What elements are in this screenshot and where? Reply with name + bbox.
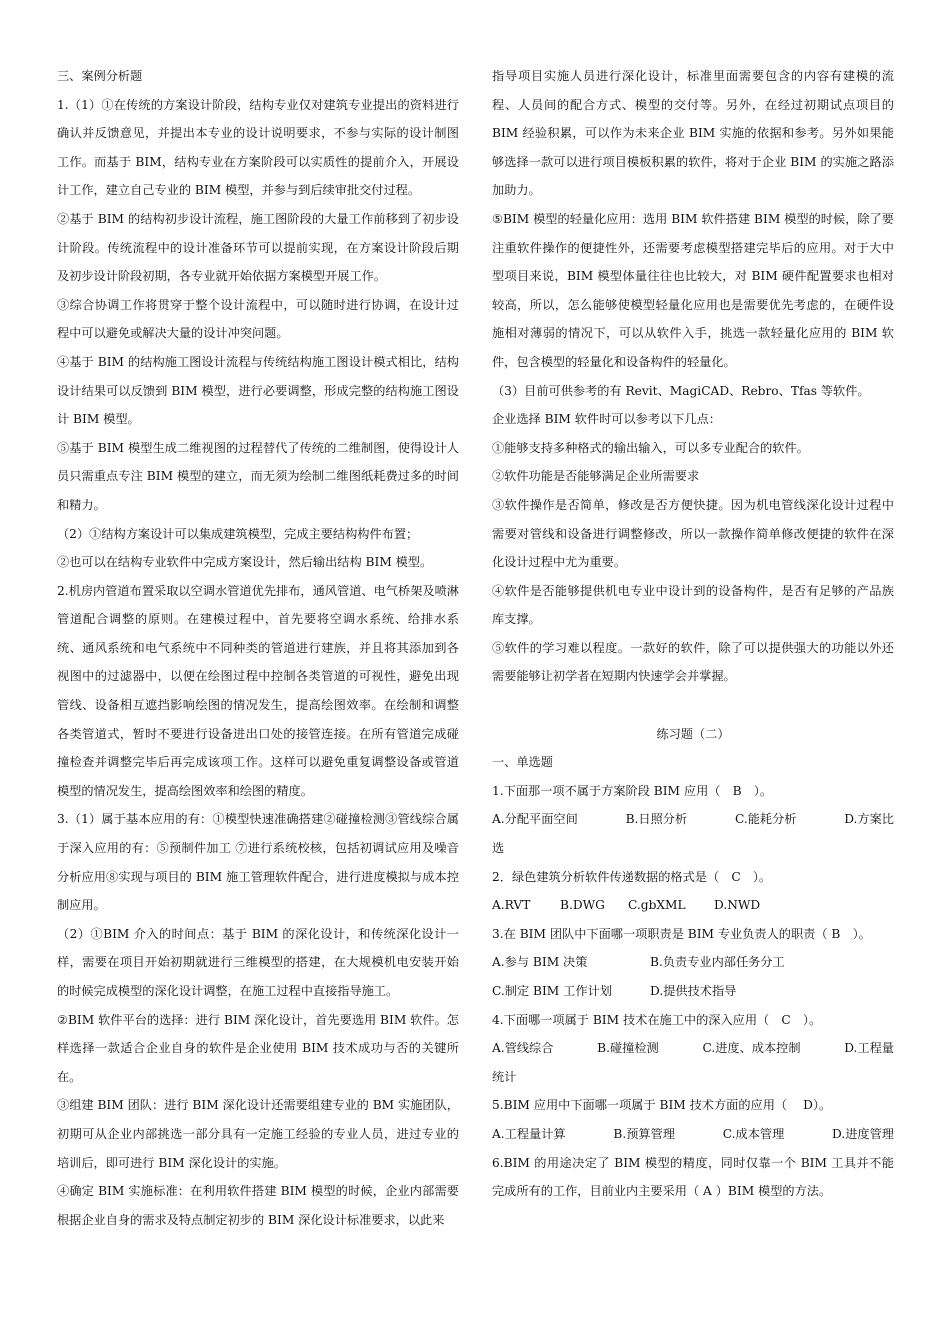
question-4: 4.下面哪一项属于 BIM 技术在施工中的深入应用（ C ）。	[492, 1012, 822, 1027]
paragraph: 指导项目实施人员进行深化设计，标准里面需要包含的内容有建模的流程、人员间的配合方式、模型的交付等。另外，在经过初期试点项目的 BIM 经验积累，可以作为未来企业 BIM 实施的依据和参考。另外如果能够选择一款可以进行项目模板积累的软件，将对于企业 BIM 的实施之路添加助力。	[492, 69, 894, 198]
option: C.成本管理	[722, 1126, 785, 1141]
paragraph: 2.机房内管道布置采取以空调水管道优先排布，通风管道、电气桥架及喷淋管道配合调整的原则。在建模过程中，首先要将空调水系统、给排水系统、通风系统和电气系统中不同种类的管道进行建族，并且将其添加到各视图中的过滤器中，以便在绘图过程中控制各类管道的可视性，避免出现管线、设备相互遮挡影响绘图的情况发生，提高绘图效率。在绘制和调整各类管道式，暂时不要进行设备进出口处的接管连接。在所有管道完成碰撞检查并调整完毕后再完成该项工作。这样可以避免重复调整设备或管道模型的情况发生，提高绘图效率和绘图的精度。	[57, 583, 459, 798]
question-3-options-row-2	[492, 977, 894, 1006]
option: C.gbXML	[628, 898, 686, 913]
paragraph: 3.（1）属于基本应用的有：①模型快速准确搭建②碰撞检测③管线综合属于深入应用的有：⑤预制件加工 ⑦进行系统校核，包括初调试应用及噪音分析应用⑧实现与项目的 BIM 施工管理软件配合，进行进度模拟与成本控制应用。	[57, 812, 459, 913]
option: B.负责专业内部任务分工	[650, 955, 785, 970]
paragraph: ②BIM 软件平台的选择：进行 BIM 深化设计，首先要选用 BIM 软件。怎样选择一款适合企业自身的软件是企业使用 BIM 技术成功与否的关键所在。	[57, 1012, 459, 1084]
question-4-options	[492, 1034, 894, 1063]
option-wrap: 统计	[492, 1069, 517, 1084]
paragraph: 1.（1）①在传统的方案设计阶段，结构专业仅对建筑专业提出的资料进行确认并反馈意见，并提出本专业的设计说明要求，不参与实际的设计制图工作。而基于 BIM，结构专业在方案阶段可以实质性的提前介入，开展设计工作，建立自己专业的 BIM 模型，并参与到后续审批交付过程。	[57, 97, 459, 198]
paragraph: ④确定 BIM 实施标准：在利用软件搭建 BIM 模型的时候，企业内部需要根据企业自身的需求及特点制定初步的 BIM 深化设计标准要求，以此来	[57, 1184, 459, 1227]
option: C.进度、成本控制	[702, 1041, 801, 1056]
option: A.工程量计算	[492, 1126, 566, 1141]
option: A.分配平面空间	[492, 812, 578, 827]
question-2: 2．绿色建筑分析软件传递数据的格式是（ C ）。	[492, 869, 772, 884]
question-6: 6.BIM 的用途决定了 BIM 模型的精度，同时仅靠一个 BIM 工具并不能完成所有的工作，目前业内主要采用（ A ）BIM 模型的方法。	[492, 1155, 894, 1199]
option: B.预算管理	[613, 1126, 675, 1141]
paragraph: ③组建 BIM 团队：进行 BIM 深化设计还需要组建专业的 BM 实施团队，初期可从企业内部挑选一部分具有一定施工经验的专业人员，进过专业的培训后，即可进行 BIM 深化设计的实施。	[57, 1098, 459, 1170]
option: D.进度管理	[832, 1126, 894, 1141]
section-heading-case-analysis: 三、案例分析题	[57, 69, 143, 83]
option: C.能耗分析	[734, 812, 797, 827]
paragraph: ⑤软件的学习难以程度。一款好的软件，除了可以提供强大的功能以外还需要能够让初学者在短期内快速学会并掌握。	[492, 640, 894, 684]
option: B.碰撞检测	[597, 1041, 659, 1056]
option-wrap: 选	[492, 841, 505, 856]
paragraph: （2）①BIM 介入的时间点：基于 BIM 的深化设计，和传统深化设计一样，需要在项目开始初期就进行三维模型的搭建，在大规模机电安装开始的时候完成模型的深化设计调整，在施工过程中直接指导施工。	[57, 926, 459, 998]
right-column	[492, 62, 894, 1206]
left-column	[57, 62, 459, 1234]
section-heading-single-choice: 一、单选题	[492, 755, 553, 770]
practice-title: 练习题（二）	[656, 726, 730, 741]
paragraph: ⑤基于 BIM 模型生成二维视图的过程替代了传统的二维制图，使得设计人员只需重点专注 BIM 模型的建立，而无须为绘制二维图纸耗费过多的时间和精力。	[57, 440, 459, 512]
paragraph: ④软件是否能够提供机电专业中设计到的设备构件，是否有足够的产品族库支撑。	[492, 583, 894, 627]
option: D.方案比	[844, 812, 894, 827]
paragraph: ⑤BIM 模型的轻量化应用：选用 BIM 软件搭建 BIM 模型的时候，除了要注重软件操作的便捷性外，还需要考虑模型搭建完毕后的应用。对于大中型项目来说，BIM 模型体量往往也比较大，对 BIM 硬件配置要求也相对较高，所以，怎么能够使模型轻量化应用也是需要优先考虑的，在硬件设施相对薄弱的情况下，可以从软件入手，挑选一款轻量化应用的 BIM 软件，包含模型的轻量化和设备构件的轻量化。	[492, 211, 894, 369]
question-3-options-row-1	[492, 948, 894, 977]
option: B.日照分析	[625, 812, 688, 827]
paragraph: ②也可以在结构专业软件中完成方案设计，然后输出结构 BIM 模型。	[57, 555, 433, 570]
option: A.管线综合	[492, 1041, 554, 1056]
question-5: 5.BIM 应用中下面哪一项属于 BIM 技术方面的应用（ D）。	[492, 1098, 832, 1113]
option: B.DWG	[560, 898, 605, 913]
question-2-options	[492, 891, 894, 920]
paragraph: ①能够支持多种格式的输出输入，可以多专业配合的软件。	[492, 440, 809, 455]
paragraph: （2）①结构方案设计可以集成建筑模型，完成主要结构构件布置；	[57, 526, 419, 541]
option: A.参与 BIM 决策	[492, 955, 588, 970]
question-5-options	[492, 1120, 894, 1149]
paragraph: ②软件功能是否能够满足企业所需要求	[492, 469, 700, 484]
paragraph: （3）目前可供参考的有 Revit、MagiCAD、Rebro、Tfas 等软件。	[492, 383, 870, 398]
option: D.提供技术指导	[650, 984, 737, 998]
blank-line	[492, 691, 894, 720]
question-3: 3.在 BIM 团队中下面哪一项职责是 BIM 专业负责人的职责（ B ）。	[492, 926, 871, 941]
option: A.RVT	[492, 898, 531, 913]
question-1: 1.下面那一项不属于方案阶段 BIM 应用（ B ）。	[492, 783, 773, 798]
option: D.工程量	[844, 1041, 894, 1056]
option: D.NWD	[714, 898, 761, 913]
paragraph: ③综合协调工作将贯穿于整个设计流程中，可以随时进行协调，在设计过程中可以避免或解决大量的设计冲突问题。	[57, 297, 459, 341]
paragraph: ④基于 BIM 的结构施工图设计流程与传统结构施工图设计模式相比，结构设计结果可以反馈到 BIM 模型，进行必要调整，形成完整的结构施工图设计 BIM 模型。	[57, 354, 459, 427]
paragraph: 企业选择 BIM 软件时可以参考以下几点：	[492, 412, 721, 427]
question-1-options	[492, 805, 894, 834]
paragraph: ②基于 BIM 的结构初步设计流程，施工图阶段的大量工作前移到了初步设计阶段。传统流程中的设计准备环节可以提前实现，在方案设计阶段后期及初步设计阶段初期，各专业就开始依据方案模型开展工作。	[57, 211, 459, 284]
option: C.制定 BIM 工作计划	[492, 984, 612, 998]
paragraph: ③软件操作是否简单，修改是否方便快捷。因为机电管线深化设计过程中需要对管线和设备进行调整修改，所以一款操作简单修改便捷的软件在深化设计过程中尤为重要。	[492, 497, 894, 570]
